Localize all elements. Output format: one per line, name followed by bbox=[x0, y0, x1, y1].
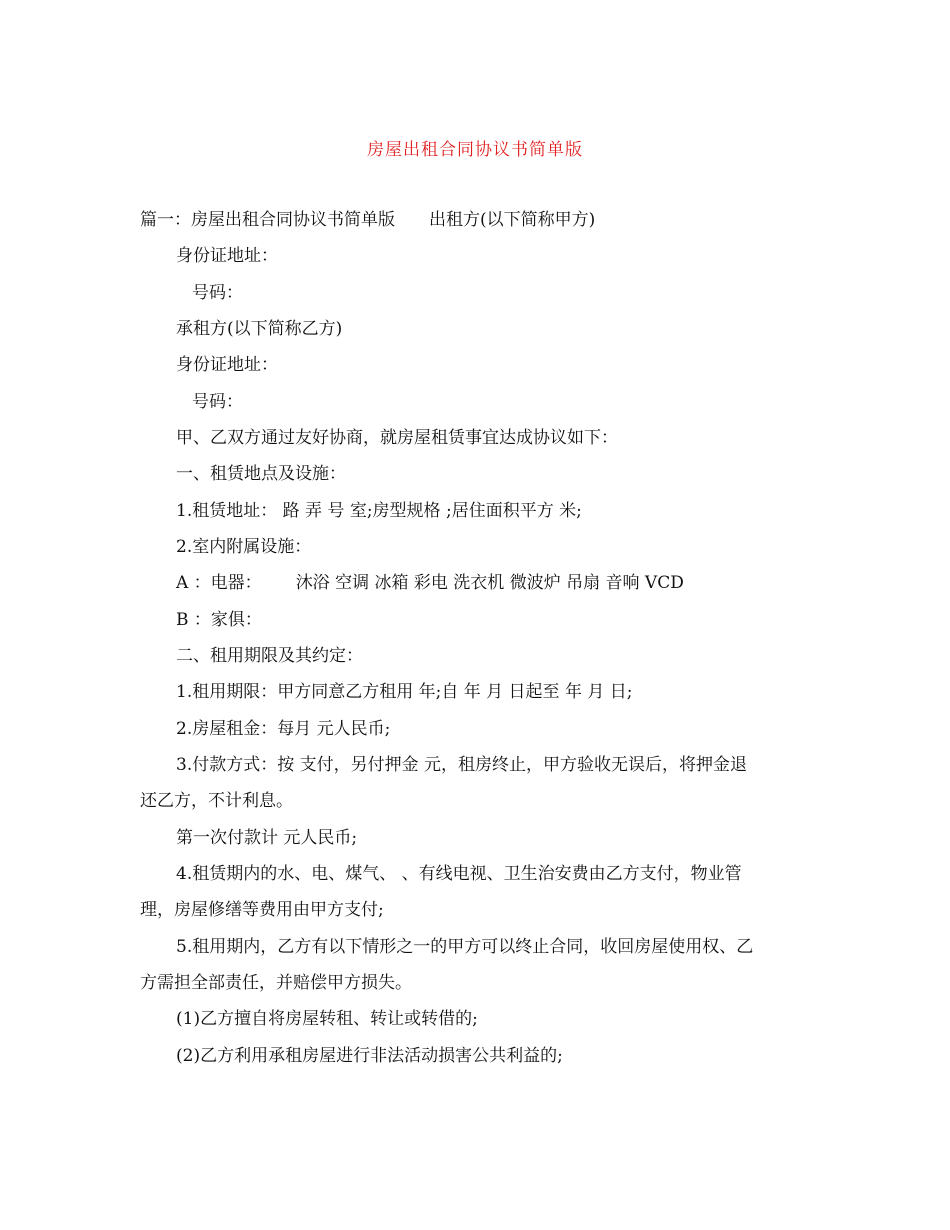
termination-item-1: (1)乙方擅自将房屋转租、转让或转借的; bbox=[176, 1009, 478, 1029]
clause-furniture: B ：家俱： bbox=[176, 610, 262, 630]
clause-1-1: 1.租赁地址： 路 弄 号 室;房型规格 ;居住面积平方 米; bbox=[176, 501, 582, 521]
clause-2-4-line1: 4.租赁期内的水、电、煤气、 、有线电视、卫生治安费由乙方支付，物业管 bbox=[176, 864, 742, 884]
appliances-list: 沐浴 空调 冰箱 彩电 洗衣机 微波炉 吊扇 音响 VCD bbox=[295, 573, 684, 593]
clause-2-4-line2: 理，房屋修缮等费用由甲方支付; bbox=[140, 900, 384, 920]
document-title: 房屋出租合同协议书简单版 bbox=[367, 140, 583, 160]
clause-heading-2: 二、租用期限及其约定： bbox=[176, 646, 363, 666]
lessor-label: 出租方(以下简称甲方) bbox=[429, 210, 596, 230]
lessee-id-number: 号码： bbox=[192, 392, 243, 412]
clause-2-5-line1: 5.租用期内，乙方有以下情形之一的甲方可以终止合同，收回房屋使用权、乙 bbox=[176, 937, 754, 957]
clause-2-2: 2.房屋租金：每月 元人民币; bbox=[176, 719, 391, 739]
clause-heading-1: 一、租赁地点及设施： bbox=[176, 464, 346, 484]
agreement-intro: 甲、乙双方通过友好协商，就房屋租赁事宜达成协议如下： bbox=[176, 428, 618, 448]
clause-2-3-line1: 3.付款方式：按 支付，另付押金 元，租房终止，甲方验收无误后，将押金退 bbox=[176, 755, 748, 775]
clause-2-3-line2: 还乙方，不计利息。 bbox=[140, 791, 293, 811]
clause-appliances bbox=[176, 571, 684, 595]
lessor-id-address: 身份证地址： bbox=[176, 246, 278, 266]
lessee-id-address: 身份证地址： bbox=[176, 355, 278, 375]
clause-2-1: 1.租用期限：甲方同意乙方租用 年;自 年 月 日起至 年 月 日; bbox=[176, 682, 633, 702]
appliances-label: A ：电器： bbox=[176, 573, 262, 593]
lessor-id-number: 号码： bbox=[192, 283, 243, 303]
first-payment: 第一次付款计 元人民币; bbox=[176, 828, 358, 848]
intro-line bbox=[140, 208, 595, 232]
section-heading: 篇一：房屋出租合同协议书简单版 bbox=[140, 210, 395, 230]
termination-item-2: (2)乙方利用承租房屋进行非法活动损害公共利益的; bbox=[176, 1046, 563, 1066]
lessee-label: 承租方(以下简称乙方) bbox=[176, 319, 343, 339]
clause-1-2: 2.室内附属设施： bbox=[176, 537, 312, 557]
clause-2-5-line2: 方需担全部责任，并赔偿甲方损失。 bbox=[140, 973, 412, 993]
